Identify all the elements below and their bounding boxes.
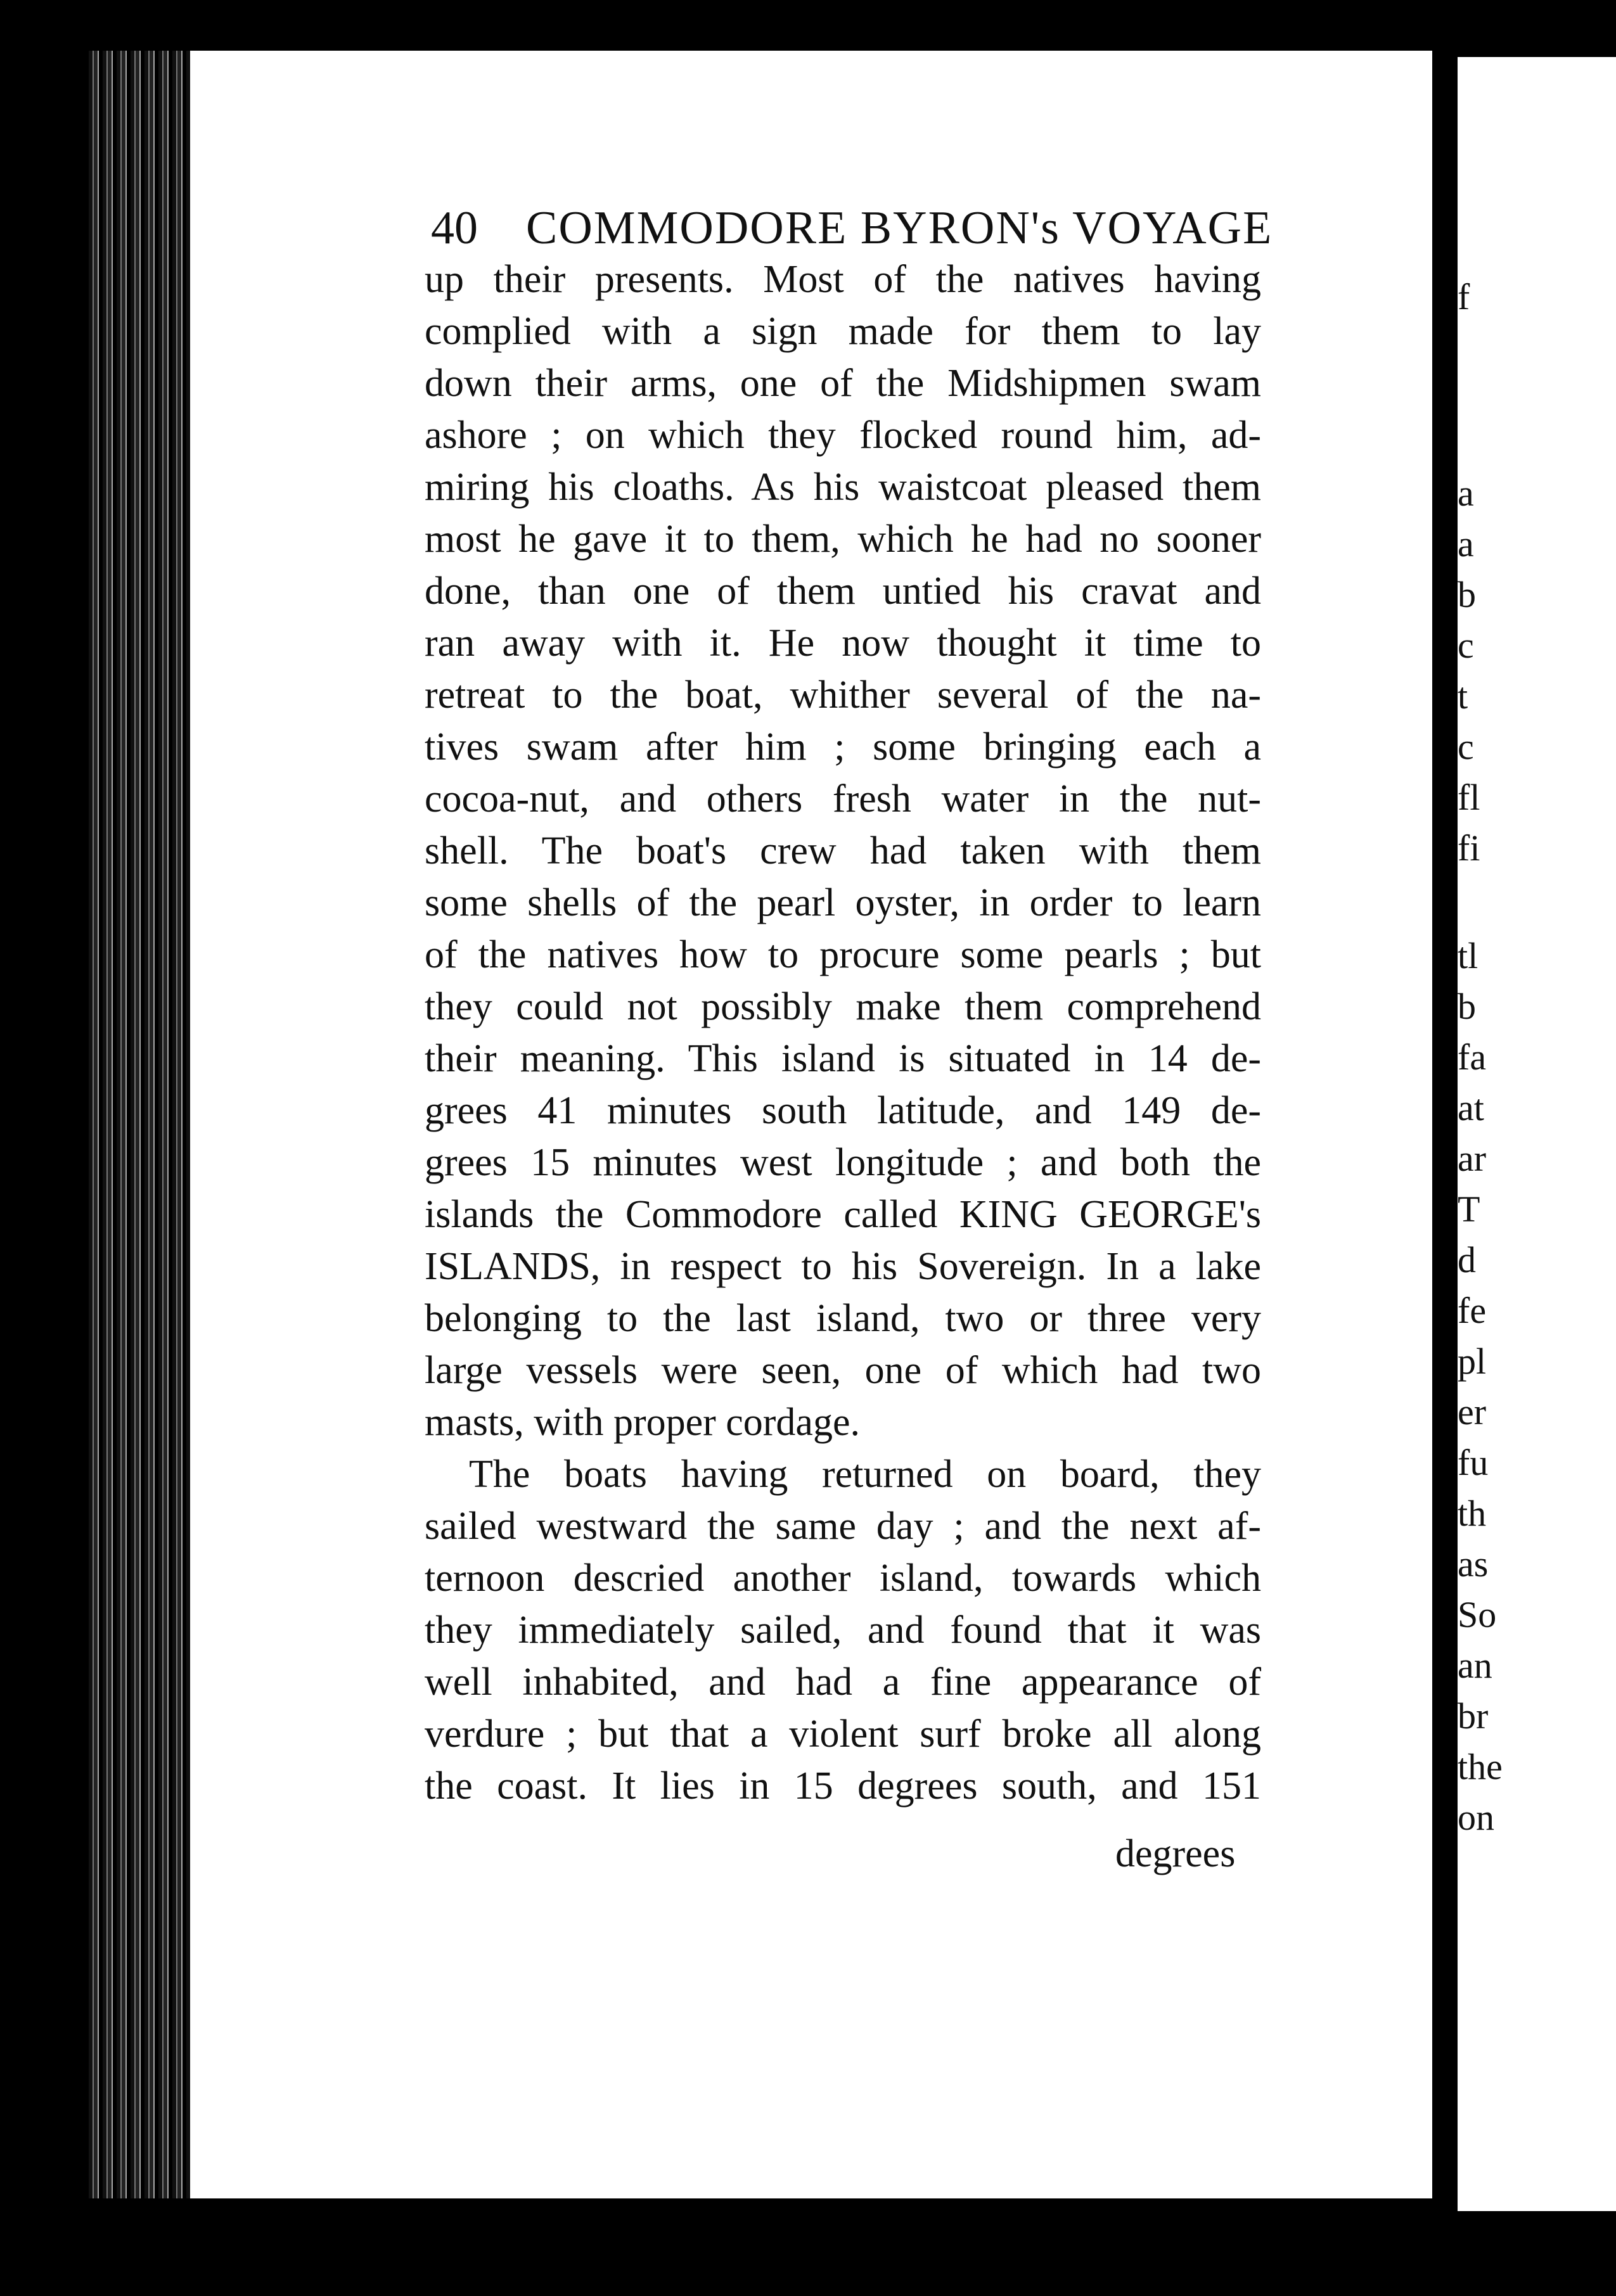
text-line: masts, with proper cordage. (425, 1401, 860, 1444)
running-title: COMMODORE BYRON's VOYAGE (526, 202, 1273, 254)
text-line: ISLANDS, in respect to his Sovereign. In a lake (425, 1245, 1261, 1288)
text-line: sailed westward the same day ; and the next af- (425, 1505, 1261, 1548)
text-line: they immediately sailed, and found that it was (425, 1609, 1261, 1652)
text-line: The boats having returned on board, they (469, 1453, 1261, 1496)
text-line: cocoa-nut, and others fresh water in the nut- (425, 777, 1261, 820)
text-line: their meaning. This island is situated in 14 de- (425, 1037, 1261, 1080)
text-line: up their presents. Most of the natives having (425, 258, 1261, 301)
text-fragment: d (1458, 1239, 1476, 1280)
text-fragment: So (1458, 1594, 1497, 1635)
text-line: ashore ; on which they flocked round him, ad- (425, 414, 1261, 457)
text-fragment: th (1458, 1493, 1487, 1534)
text-line: the coast. It lies in 15 degrees south, and 151 (425, 1764, 1261, 1808)
text-fragment: an (1458, 1645, 1492, 1686)
text-fragment: t (1458, 675, 1468, 717)
text-fragment: the (1458, 1746, 1503, 1787)
text-fragment: fe (1458, 1290, 1487, 1331)
text-line: most he gave it to them, which he had no sooner (425, 518, 1261, 561)
text-line: some shells of the pearl oyster, in order to learn (425, 881, 1261, 924)
text-fragment: c (1458, 726, 1474, 767)
text-fragment: c (1458, 625, 1474, 666)
body-text (425, 253, 1261, 1812)
text-fragment: b (1458, 574, 1476, 615)
text-line: grees 15 minutes west longitude ; and both the (425, 1141, 1261, 1184)
text-line: tives swam after him ; some bringing each a (425, 725, 1261, 769)
text-line: complied with a sign made for them to lay (425, 310, 1261, 353)
text-fragment: at (1458, 1087, 1484, 1128)
catchword: degrees (1115, 1832, 1236, 1875)
text-fragment: fl (1458, 777, 1480, 818)
text-fragment: T (1458, 1189, 1480, 1230)
text-fragment: f (1458, 276, 1470, 317)
text-line: of the natives how to procure some pearls ; but (425, 933, 1261, 976)
text-fragment: fu (1458, 1442, 1489, 1483)
text-fragment: br (1458, 1695, 1489, 1737)
text-line: miring his cloaths. As his waistcoat pleased them (425, 466, 1261, 509)
book-spine (89, 51, 190, 2198)
text-line: belonging to the last island, two or three very (425, 1297, 1261, 1340)
text-line: grees 41 minutes south latitude, and 149 de- (425, 1089, 1261, 1132)
text-fragment: tl (1458, 935, 1478, 976)
running-head (431, 193, 1273, 263)
text-line: verdure ; but that a violent surf broke all along (425, 1712, 1261, 1756)
text-line: shell. The boat's crew had taken with them (425, 829, 1261, 872)
text-fragment: on (1458, 1797, 1494, 1838)
text-fragment: pl (1458, 1341, 1487, 1382)
text-fragment: b (1458, 986, 1476, 1027)
text-line: retreat to the boat, whither several of the na- (425, 673, 1261, 717)
text-fragment: fi (1458, 827, 1480, 869)
text-line: large vessels were seen, one of which had two (425, 1349, 1261, 1392)
text-fragment: ar (1458, 1138, 1487, 1179)
text-fragment: fa (1458, 1036, 1487, 1078)
text-line: they could not possibly make them comprehend (425, 985, 1261, 1028)
text-fragment: a (1458, 473, 1474, 514)
text-line: ran away with it. He now thought it time to (425, 622, 1261, 665)
page-right (1458, 57, 1616, 2211)
text-line: ternoon descried another island, towards which (425, 1557, 1261, 1600)
text-line: done, than one of them untied his cravat and (425, 570, 1261, 613)
text-line: islands the Commodore called KING GEORGE's (425, 1193, 1261, 1236)
text-fragment: er (1458, 1391, 1487, 1432)
text-fragment: as (1458, 1543, 1489, 1585)
text-line: well inhabited, and had a fine appearance of (425, 1661, 1261, 1704)
page-number: 40 (431, 202, 478, 254)
text-line: down their arms, one of the Midshipmen swam (425, 362, 1261, 405)
text-fragment: a (1458, 523, 1474, 564)
